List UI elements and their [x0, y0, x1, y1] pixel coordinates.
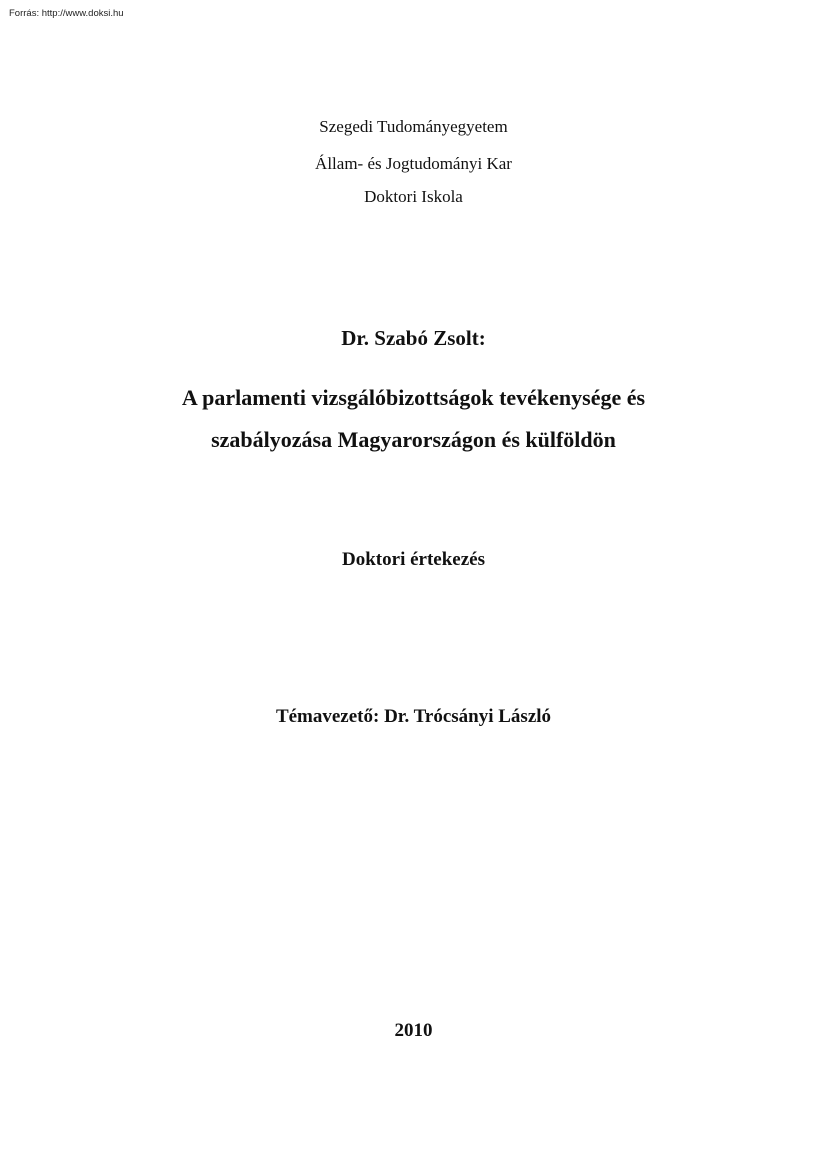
doctoral-school-name: Doktori Iskola — [364, 187, 463, 206]
document-type: Doktori értekezés — [342, 549, 485, 570]
source-note: Forrás: http://www.doksi.hu — [9, 8, 124, 19]
author-name: Dr. Szabó Zsolt: — [341, 326, 486, 350]
faculty-name: Állam- és Jogtudományi Kar — [315, 154, 512, 173]
thesis-title-line-2: szabályozása Magyarországon és külföldön — [211, 427, 616, 452]
thesis-title-line-1: A parlamenti vizsgálóbizottságok tevékenysége és — [181, 385, 646, 410]
university-name: Szegedi Tudományegyetem — [319, 117, 508, 136]
supervisor: Témavezető: Dr. Trócsányi László — [275, 706, 552, 727]
year: 2010 — [394, 1020, 433, 1041]
